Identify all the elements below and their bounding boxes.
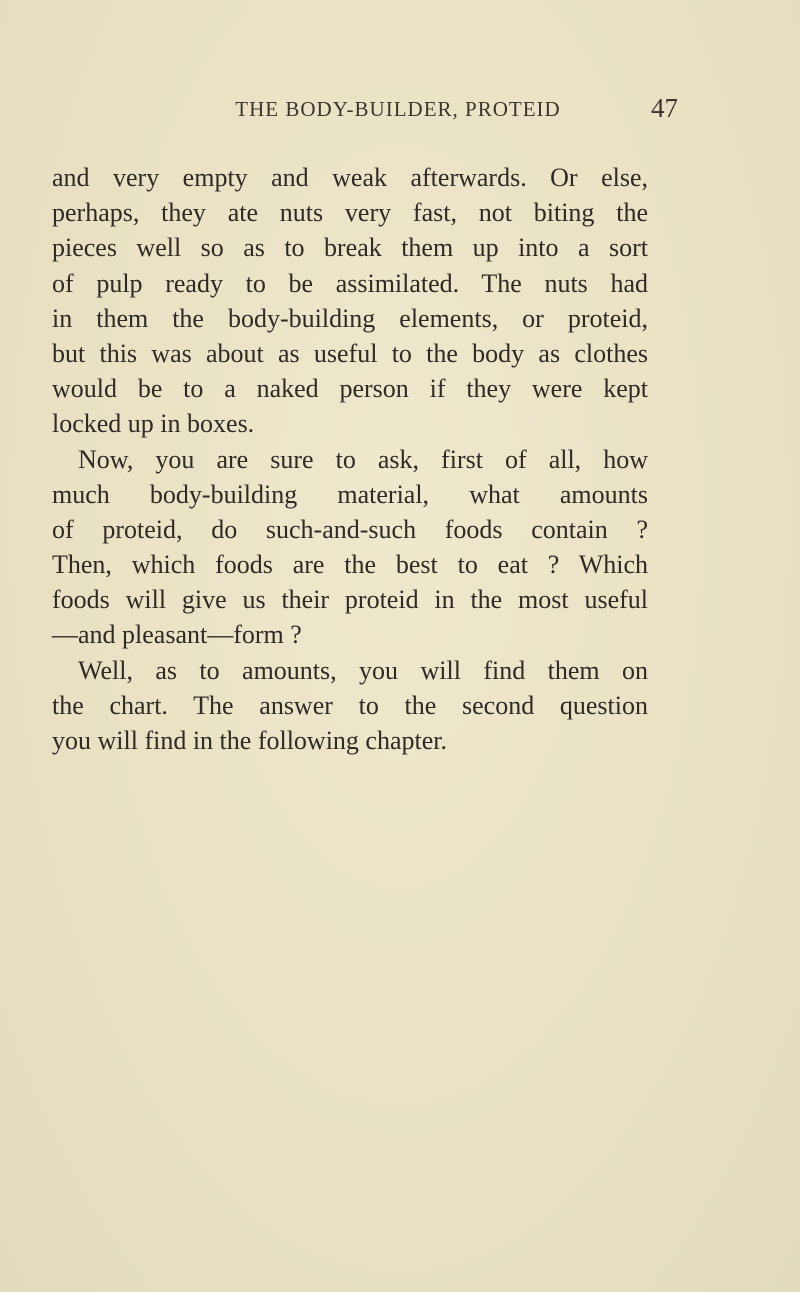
text-line: but this was about as useful to the body as clothes xyxy=(52,338,648,368)
paragraph-3 xyxy=(52,653,648,759)
text-line: would be to a naked person if they were kept xyxy=(52,374,648,404)
text-line: in them the body-building elements, or proteid, xyxy=(52,303,648,333)
text-line: Well, as to amounts, you will find them on xyxy=(78,655,648,685)
text-line: pieces well so as to break them up into a sort xyxy=(52,233,648,263)
paragraph-2 xyxy=(52,442,648,653)
text-line: —and pleasant—form ? xyxy=(52,620,302,650)
text-line: perhaps, they ate nuts very fast, not biting the xyxy=(52,198,648,228)
text-line: foods will give us their proteid in the most useful xyxy=(52,585,648,615)
body-text xyxy=(52,160,648,758)
text-line: locked up in boxes. xyxy=(52,409,255,439)
text-line: Then, which foods are the best to eat ? Which xyxy=(52,550,648,580)
text-line: and very empty and weak afterwards. Or else, xyxy=(52,163,648,192)
page-number: 47 xyxy=(651,93,678,123)
text-line: Now, you are sure to ask, first of all, how xyxy=(78,444,648,474)
running-title: THE BODY-BUILDER, PROTEID xyxy=(235,97,561,121)
paragraph-1 xyxy=(52,160,648,442)
text-line: of proteid, do such-and-such foods contain ? xyxy=(52,514,648,544)
text-line: of pulp ready to be assimilated. The nuts had xyxy=(52,268,648,298)
page-header xyxy=(118,95,678,135)
text-line: the chart. The answer to the second question xyxy=(52,690,648,720)
text-line: much body-building material, what amounts xyxy=(52,479,648,509)
text-line: you will find in the following chapter. xyxy=(52,726,447,755)
